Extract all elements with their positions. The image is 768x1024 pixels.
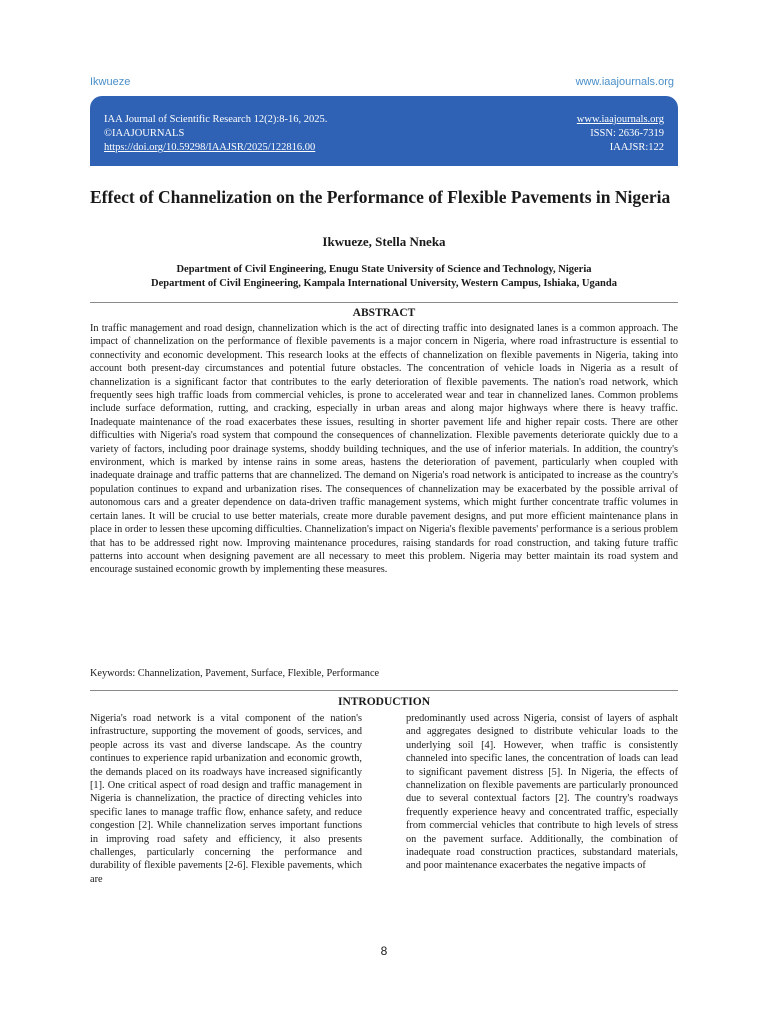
intro-column-left: Nigeria's road network is a vital component of the nation's infrastructure, supporting the movement of goods, services, and people across its vast and diverse landscape. As the country continues to experience rapid urbanization and economic growth, the demands placed on its roadways have increased significantly [1]. One critical aspect of road design and traffic management in Nigeria is channelization, the practice of directing vehicles into specific lanes to manage traffic flow, enhance safety, and reduce congestion [2]. While channelization serves important functions in improving road safety and efficiency, it also presents challenges, particularly concerning the performance and durability of flexible pavements [2-6]. Flexible pavements, which are: [90, 713, 362, 885]
running-header-website[interactable]: www.iaajournals.org: [575, 76, 674, 88]
intro-column-right: predominantly used across Nigeria, consist of layers of asphalt and aggregates designed to distribute vehicular loads to the underlying soil [4]. However, when traffic is consistently channeled into specific lanes, the concentration of loads can lead to significant pavement distress [5]. In Nigeria, the effects of channelization on flexible pavements are particularly pronounced due to several contextual factors [2]. The country's roadways frequently experience heavy and concentrated traffic, especially from commercial vehicles that contribute to high levels of stress on the pavement surface. Additionally, the combination of inadequate road construction practices, substandard materials, and poor maintenance exacerbates the negative impacts of: [406, 713, 678, 872]
article-code: IAAJSR:122: [609, 142, 664, 153]
divider-top: [90, 302, 678, 303]
affiliation-2: Department of Civil Engineering, Kampala International University, Western Campus, Ishiaka, Uganda: [151, 278, 617, 289]
affiliation-1: Department of Civil Engineering, Enugu State University of Science and Technology, Nigeria: [176, 264, 592, 275]
banner-left: [104, 113, 327, 155]
journal-website-link[interactable]: www.iaajournals.org: [576, 114, 664, 125]
copyright: ©IAAJOURNALS: [104, 128, 185, 139]
issn: ISSN: 2636-7319: [590, 128, 664, 139]
page-number: 8: [380, 944, 388, 958]
abstract-heading: ABSTRACT: [352, 307, 416, 319]
affiliations: [90, 263, 678, 291]
paper-title: Effect of Channelization on the Performance of Flexible Pavements in Nigeria: [90, 187, 671, 207]
divider-intro: [90, 690, 678, 691]
running-header-author: Ikwueze: [90, 76, 131, 88]
journal-banner: [90, 96, 678, 166]
abstract-text: In traffic management and road design, channelization which is the act of directing traffic into designated lanes is a common approach. The impact of channelization on the performance of flexible pavements is a major concern in Nigeria, where road infrastructure is essential to connectivity and economic development. This research looks at the effects of channelization on flexible pavements in Nigeria, taking into account both present-day circumstances and potential future obstacles. The concentration of vehicle loads in Nigeria as a result of channelization is a significant factor that contributes to the early deterioration of flexible pavements. The nation's road network, which frequently sees high traffic loads from commercial vehicles, is prone to accelerated wear and tear in channelized lanes. Common problems include surface deformation, rutting, and cracking, especially in urban areas and along major highways where there is heavy traffic. Inadequate maintenance of the road exacerbates these issues, resulting in shorter pavement life and higher repair costs. There are other difficulties with Nigeria's road system that compound the consequences of channelization. Flexible pavements deteriorate quickly due to a variety of factors, including poor drainage systems, shoddy building techniques, and the use of inferior materials. In addition, the country's environment, which is marked by intense rains in some areas, hastens the deterioration of pavement, particularly when coupled with inadequate drainage and traffic patterns that are channelized. The demand on Nigeria's road network is anticipated to increase as the country's population continues to expand and urbanization rises. The consequences of channelization may be exacerbated by the possible arrival of autonomous cars and a greater dependence on data-driven traffic management systems, which might further concentrate traffic volumes in certain lanes. It will be crucial to use better materials, create more durable pavement designs, and put more efficient maintenance plans in place in order to lessen these upcoming difficulties. Channelization's impact on Nigeria's flexible pavements' performance is a serious problem that has to be addressed right now. Improving maintenance procedures, raising standards for road construction, and taking future traffic patterns into account when designing pavement are all necessary to meet this problem. Nigeria may better maintain its road system and encourage sustained economic growth by implementing these measures.: [90, 323, 678, 576]
journal-citation: IAA Journal of Scientific Research 12(2):8-16, 2025.: [104, 114, 328, 125]
authors: Ikwueze, Stella Nneka: [322, 234, 446, 249]
keywords: Keywords: Channelization, Pavement, Surface, Flexible, Performance: [90, 668, 380, 679]
banner-right: [577, 113, 664, 155]
introduction-heading: INTRODUCTION: [337, 696, 430, 708]
doi-link[interactable]: https://doi.org/10.59298/IAAJSR/2025/122816.00: [104, 142, 316, 153]
